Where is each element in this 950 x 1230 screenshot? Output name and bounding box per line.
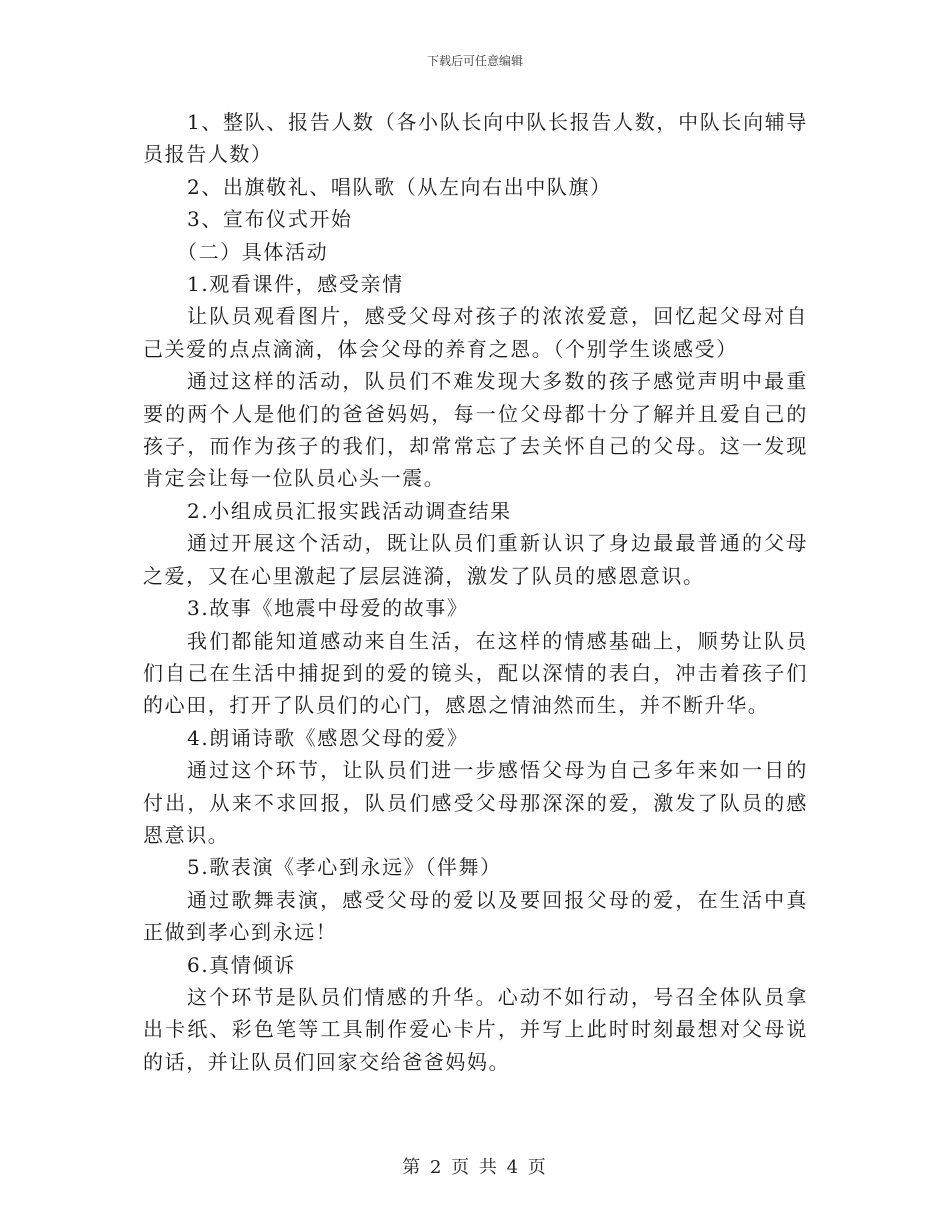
document-body bbox=[143, 106, 808, 1078]
item-heading-6: 6.真情倾诉 bbox=[187, 952, 296, 977]
paragraph-1b: 通过这样的活动，队员们不难发现大多数的孩子感觉声明中最重要的两个人是他们的爸爸妈妈，每一位父母都十分了解并且爱自己的孩子，而作为孩子的我们，却常常忘了去关怀自己的父母。这一发现肯定会让每一位队员心头一震。 bbox=[143, 369, 808, 491]
item-heading-1: 1.观看课件，感受亲情 bbox=[187, 272, 404, 297]
page-number-footer: 第 2 页 共 4 页 bbox=[402, 1157, 548, 1178]
paragraph-2: 通过开展这个活动，既让队员们重新认识了身边最最普通的父母之爱，又在心里激起了层层涟漪，激发了队员的感恩意识。 bbox=[143, 531, 808, 588]
paragraph-flag-salute: 2、出旗敬礼、唱队歌（从左向右出中队旗） bbox=[187, 174, 612, 199]
paragraph-3: 我们都能知道感动来自生活，在这样的情感基础上，顺势让队员们自己在生活中捕捉到的爱的镜头，配以深情的表白，冲击着孩子们的心田，打开了队员们的心门，感恩之情油然而生，并不断升华。 bbox=[143, 628, 808, 718]
item-heading-2: 2.小组成员汇报实践活动调查结果 bbox=[187, 498, 512, 523]
item-heading-5: 5.歌表演《孝心到永远》（伴舞） bbox=[187, 855, 502, 880]
paragraph-ceremony-start: 3、宣布仪式开始 bbox=[187, 207, 353, 232]
paragraph-assembly-report: 1、整队、报告人数（各小队长向中队长报告人数，中队长向辅导员报告人数） bbox=[143, 110, 808, 167]
paragraph-5: 通过歌舞表演，感受父母的爱以及要回报父母的爱，在生活中真正做到孝心到永远！ bbox=[143, 887, 808, 945]
section-heading-activities: （二）具体活动 bbox=[177, 239, 329, 264]
item-heading-4: 4.朗诵诗歌《感恩父母的爱》 bbox=[187, 725, 469, 750]
item-heading-3: 3.故事《地震中母爱的故事》 bbox=[187, 596, 469, 621]
paragraph-1a: 让队员观看图片，感受父母对孩子的浓浓爱意，回忆起父母对自己关爱的点点滴滴，体会父母的养育之恩。（个别学生谈感受） bbox=[143, 304, 808, 361]
paragraph-4: 通过这个环节，让队员们进一步感悟父母为自己多年来如一日的付出，从来不求回报，队员们感受父母那深深的爱，激发了队员的感恩意识。 bbox=[143, 758, 808, 847]
page-header: 下载后可任意编辑 bbox=[426, 54, 523, 68]
paragraph-6: 这个环节是队员们情感的升华。心动不如行动，号召全体队员拿出卡纸、彩色笔等工具制作爱心卡片，并写上此时时刻最想对父母说的话，并让队员们回家交给爸爸妈妈。 bbox=[143, 984, 808, 1074]
